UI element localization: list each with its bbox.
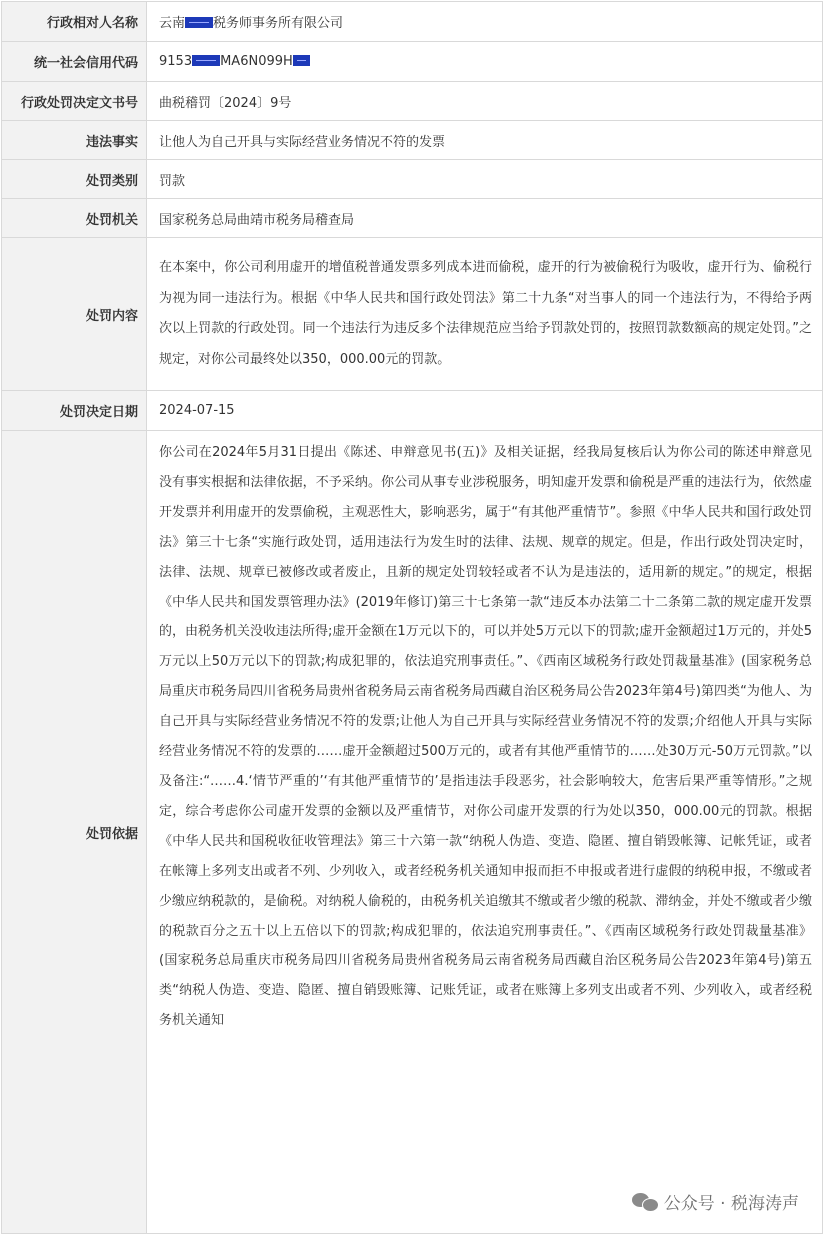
row-content [2,238,823,391]
party-label: 行政相对人名称 [2,2,147,42]
redaction-mark [185,17,213,28]
credit-code-label: 统一社会信用代码 [2,42,147,82]
authority-label: 处罚机关 [2,199,147,238]
category-label: 处罚类别 [2,160,147,199]
doc-number-label: 行政处罚决定文书号 [2,82,147,121]
penalty-info-table [1,1,823,1234]
content-value: 在本案中，你公司利用虚开的增值税普通发票多列成本进而偷税，虚开的行为被偷税行为吸收，虚开行为、偷税行为视为同一违法行为。根据《中华人民共和国行政处罚法》第二十九条“对当事人的同一个违法行为，不得给予两次以上罚款的行政处罚。同一个违法行为违反多个法律规范应当给予罚款处罚的，按照罚款数额高的规定处罚。”之规定，对你公司最终处以350，000.00元的罚款。 [159,260,812,367]
row-basis [2,431,823,1234]
facts-label: 违法事实 [2,121,147,160]
credit-code-pre: 9153 [159,54,193,69]
basis-value: 你公司在2024年5月31日提出《陈述、申辩意见书(五)》及相关证据，经我局复核后认为你公司的陈述申辩意见没有事实根据和法律依据，不予采纳。你公司从事专业涉税服务，明知虚开发票和偷税是严重的违法行为，依然虚开发票并利用虚开的发票偷税，主观恶性大，影响恶劣，属于“有其他严重情节”。参照《中华人民共和国行政处罚法》第三十七条“实施行政处罚，适用违法行为发生时的法律、法规、规章的规定。但是，作出行政处罚决定时，法律、法规、规章已被修改或者废止，且新的规定处罚较轻或者不认为是违法的，适用新的规定。”的规定，根据《中华人民共和国发票管理办法》(2019年修订)第三十七条第一款“违反本办法第二十二条第二款的规定虚开发票的，由税务机关没收违法所得;虚开金额在1万元以下的，可以并处5万元以下的罚款;虚开金额超过1万元的，并处5万元以上50万元以下的罚款;构成犯罪的，依法追究刑事责任。”、《西南区域税务行政处罚裁量基准》(国家税务总局重庆市税务局四川省税务局贵州省税务局云南省税务局西藏自治区税务局公告2023年第4号)第四类“为他人、为自己开具与实际经营业务情况不符的发票;让他人为自己开具与实际经营业务情况不符的发票;介绍他人开具与实际经营业务情况不符的发票的……虚开金额超过500万元的，或者有其他严重情节的……处30万元-50万元罚款。”以及备注:“……4.‘情节严重的’‘有其他严重情节的’是指违法手段恶劣，社会影响较大，危害后果严重等情形。”之规定，综合考虑你公司虚开发票的金额以及严重情节，对你公司虚开发票的行为处以350，000.00元的罚款。根据《中华人民共和国税收征收管理法》第三十六第一款“纳税人伪造、变造、隐匿、擅自销毁帐簿、记帐凭证，或者在帐簿上多列支出或者不列、少列收入，或者经税务机关通知申报而拒不申报或者进行虚假的纳税申报，不缴或者少缴应纳税款的，是偷税。对纳税人偷税的，由税务机关追缴其不缴或者少缴的税款、滞纳金，并处不缴或者少缴的税款百分之五十以上五倍以下的罚款;构成犯罪的，依法追究刑事责任。”、《西南区域税务行政处罚裁量基准》(国家税务总局重庆市税务局四川省税务局贵州省税务局云南省税务局西藏自治区税务局公告2023年第4号)第五类“纳税人伪造、变造、隐匿、擅自销毁账簿、记账凭证，或者在账簿上多列支出或者不列、少列收入，或者经税务机关通知 [159,445,812,1029]
watermark [628,1187,803,1216]
row-doc-number [2,82,823,121]
basis-label: 处罚依据 [2,431,147,1234]
date-label: 处罚决定日期 [2,391,147,431]
row-credit-code [2,42,823,82]
party-value [147,2,823,42]
facts-value: 让他人为自己开具与实际经营业务情况不符的发票 [147,121,823,160]
authority-value: 国家税务总局曲靖市税务局稽查局 [147,199,823,238]
party-value-post: 税务师事务所有限公司 [213,16,344,31]
credit-code-value [147,42,823,82]
redaction-mark [293,55,310,66]
doc-number-value: 曲税稽罚〔2024〕9号 [147,82,823,121]
row-category [2,160,823,199]
date-value: 2024-07-15 [147,391,823,431]
row-party [2,2,823,42]
content-label: 处罚内容 [2,238,147,391]
party-value-pre: 云南 [159,16,186,31]
row-authority [2,199,823,238]
credit-code-mid: MA6N099H [220,54,293,69]
watermark-text: 公众号 · 税海涛声 [663,1194,799,1214]
redaction-mark [192,55,220,66]
category-value: 罚款 [147,160,823,199]
row-date [2,391,823,431]
wechat-icon [632,1192,658,1212]
row-facts [2,121,823,160]
